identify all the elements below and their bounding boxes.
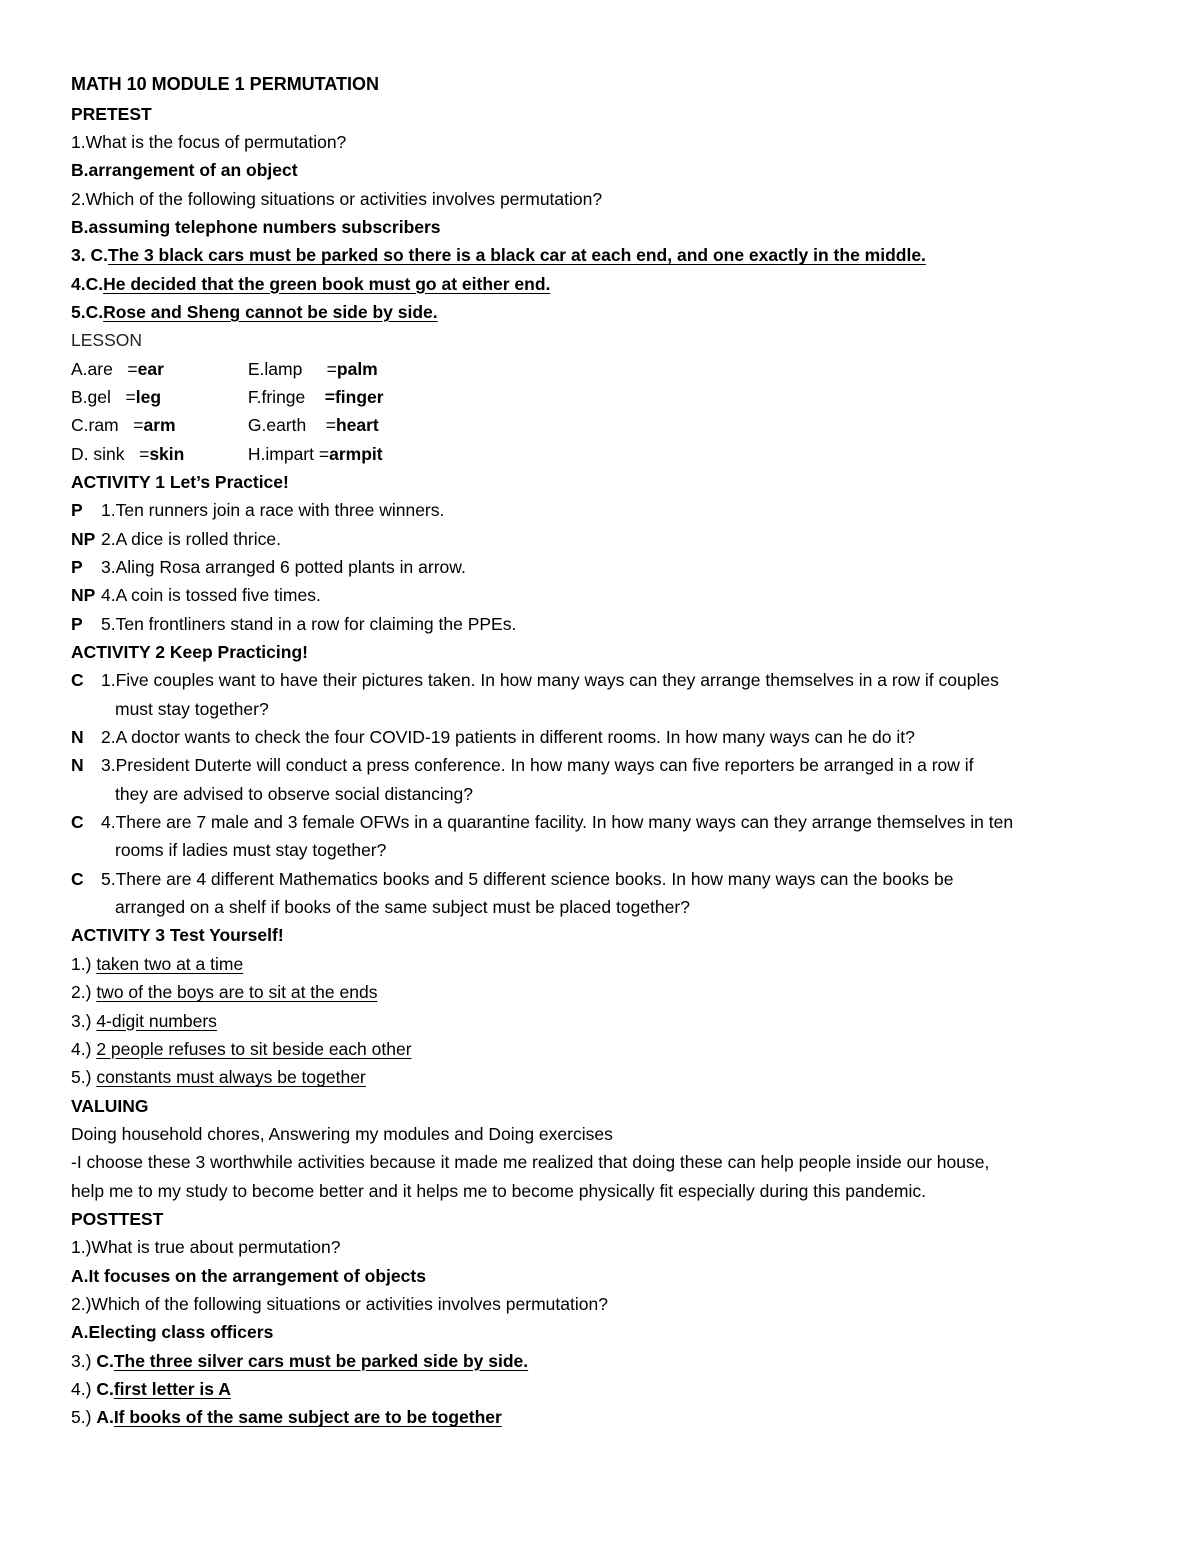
lesson-answer: arm: [143, 415, 176, 436]
activity3-number: 4.): [71, 1038, 92, 1059]
activity1-item: [71, 581, 1141, 609]
lesson-equals: =: [325, 415, 336, 436]
lesson-row: [71, 383, 1141, 411]
activity2-item-continued: must stay together?: [115, 698, 269, 719]
pretest-answer-2: B.assuming telephone numbers subscribers: [71, 216, 441, 237]
lesson-equals: =: [324, 386, 335, 407]
activity2-tag: C: [71, 868, 84, 889]
activity1-item: [71, 610, 1141, 638]
lesson-answer: ear: [137, 358, 164, 379]
posttest-answer-5-text: If books of the same subject are to be together: [113, 1407, 502, 1428]
document-title: MATH 10 MODULE 1 PERMUTATION: [71, 74, 380, 94]
posttest-answer-2: A.Electing class officers: [71, 1322, 274, 1343]
activity3-text: two of the boys are to sit at the ends: [96, 982, 378, 1003]
valuing-line: -I choose these 3 worthwhile activities because it made me realized that doing these can help people inside our house,: [71, 1152, 990, 1173]
activity2-item: [71, 666, 1141, 694]
document-page: [71, 70, 1141, 1432]
pretest-question-2: 2.Which of the following situations or activities involves permutation?: [71, 188, 603, 209]
pretest-answer-3-prefix: 3. C.: [71, 245, 108, 266]
activity2-item: [71, 865, 1141, 893]
pretest-answer-1: B.arrangement of an object: [71, 160, 298, 181]
posttest-answer-3-number: 3.): [71, 1350, 92, 1371]
activity2-item-continued: rooms if ladies must stay together?: [115, 840, 387, 861]
lesson-equals: =: [139, 443, 150, 464]
activity2-text: 5.There are 4 different Mathematics books and 5 different science books. In how many ways can the books be: [101, 868, 954, 889]
posttest-answer-5-number: 5.): [71, 1407, 92, 1428]
pretest-answer-4: [71, 270, 1141, 298]
activity3-number: 3.): [71, 1010, 92, 1031]
activity1-item: [71, 553, 1141, 581]
lesson-row: [71, 355, 1141, 383]
activity3-item: [71, 978, 1141, 1006]
posttest-answer-5-prefix: A.: [96, 1407, 114, 1428]
activity2-tag: C: [71, 670, 84, 691]
lesson-answer: finger: [334, 386, 384, 407]
activity1-item: [71, 496, 1141, 524]
activity1-text: 4.A coin is tossed five times.: [101, 585, 321, 606]
activity1-text: 1.Ten runners join a race with three winners.: [101, 500, 445, 521]
lesson-equals: =: [133, 415, 144, 436]
valuing-line: Doing household chores, Answering my modules and Doing exercises: [71, 1123, 613, 1144]
activity2-text: 3.President Duterte will conduct a press conference. In how many ways can five reporters be arranged in a row if: [101, 755, 974, 776]
activity1-tag: P: [71, 613, 83, 634]
activity1-tag: NP: [71, 528, 96, 549]
activity3-item: [71, 1035, 1141, 1063]
activity3-item: [71, 1063, 1141, 1091]
pretest-question-1: 1.What is the focus of permutation?: [71, 131, 347, 152]
activity2-item-continued: they are advised to observe social distancing?: [115, 783, 473, 804]
lesson-word: E.lamp: [247, 358, 303, 379]
activity3-text: constants must always be together: [96, 1067, 366, 1088]
activity3-text: taken two at a time: [96, 953, 244, 974]
valuing-line: help me to my study to become better and it helps me to become physically fit especially during this pandemic.: [71, 1180, 927, 1201]
lesson-word: F.fringe: [247, 386, 306, 407]
lesson-row: [71, 411, 1141, 439]
posttest-answer-4-prefix: C.: [96, 1378, 114, 1399]
activity3-item: [71, 950, 1141, 978]
pretest-answer-5: [71, 298, 1141, 326]
activity2-item-continued: arranged on a shelf if books of the same subject must be placed together?: [115, 897, 690, 918]
activity1-tag: NP: [71, 585, 96, 606]
activity2-item: [71, 751, 1141, 779]
lesson-equals: =: [127, 358, 138, 379]
lesson-row: [71, 440, 1141, 468]
lesson-answer: leg: [135, 386, 162, 407]
activity3-text: 2 people refuses to sit beside each other: [96, 1038, 412, 1059]
posttest-answer-3-prefix: C.: [96, 1350, 114, 1371]
activity2-tag: N: [71, 755, 84, 776]
activity2-text: 1.Five couples want to have their pictures taken. In how many ways can they arrange themselves in a row if couples: [101, 670, 999, 691]
pretest-answer-3-text: The 3 black cars must be parked so there is a black car at each end, and one exactly in the middle.: [107, 245, 926, 266]
activity2-item: [71, 808, 1141, 836]
lesson-word: D. sink: [71, 443, 125, 464]
lesson-equals: =: [318, 443, 330, 464]
posttest-answer-4-text: first letter is A: [113, 1378, 231, 1399]
activity3-number: 5.): [71, 1067, 92, 1088]
lesson-answer: armpit: [329, 443, 383, 464]
lesson-word: G.earth: [247, 415, 307, 436]
pretest-answer-4-text: He decided that the green book must go at either end.: [103, 273, 551, 294]
posttest-question-2: 2.)Which of the following situations or activities involves permutation?: [71, 1293, 608, 1314]
activity2-heading: ACTIVITY 2 Keep Practicing!: [71, 642, 308, 663]
posttest-heading: POSTTEST: [71, 1208, 164, 1229]
pretest-heading: PRETEST: [71, 103, 152, 124]
posttest-answer-3-text: The three silver cars must be parked side by side.: [113, 1350, 529, 1371]
lesson-word: A.are: [71, 358, 113, 379]
lesson-answer: heart: [335, 415, 379, 436]
activity1-tag: P: [71, 557, 83, 577]
pretest-answer-5-text: Rose and Sheng cannot be side by side.: [103, 301, 438, 322]
activity2-tag: N: [71, 727, 84, 748]
activity1-text: 2.A dice is rolled thrice.: [101, 528, 281, 549]
lesson-equals: =: [326, 358, 337, 379]
pretest-answer-3: [71, 241, 1141, 269]
activity3-text: 4-digit numbers: [96, 1010, 217, 1031]
activity3-number: 2.): [71, 982, 92, 1003]
activity2-text: 4.There are 7 male and 3 female OFWs in a quarantine facility. In how many ways can they arrange themselves in ten: [101, 812, 1014, 833]
valuing-heading: VALUING: [71, 1095, 149, 1116]
posttest-answer-5: [71, 1403, 1141, 1431]
activity1-text: 5.Ten frontliners stand in a row for claiming the PPEs.: [101, 613, 517, 634]
activity1-heading: ACTIVITY 1 Let’s Practice!: [71, 471, 289, 492]
lesson-heading: LESSON: [71, 330, 142, 351]
pretest-answer-5-prefix: 5.C.: [71, 301, 104, 322]
activity3-heading: ACTIVITY 3 Test Yourself!: [71, 925, 284, 946]
posttest-answer-4-number: 4.): [71, 1378, 92, 1399]
activity2-text: 2.A doctor wants to check the four COVID-19 patients in different rooms. In how many ways can he do it?: [101, 727, 915, 748]
activity3-number: 1.): [71, 953, 92, 974]
posttest-answer-3: [71, 1347, 1141, 1375]
activity1-item: [71, 525, 1141, 553]
posttest-answer-1: A.It focuses on the arrangement of objects: [71, 1265, 426, 1286]
lesson-equals: =: [125, 386, 136, 407]
activity1-tag: P: [71, 500, 83, 521]
activity3-item: [71, 1007, 1141, 1035]
posttest-question-1: 1.)What is true about permutation?: [71, 1237, 341, 1258]
pretest-answer-4-prefix: 4.C.: [71, 273, 104, 294]
lesson-answer: skin: [149, 443, 185, 464]
posttest-answer-4: [71, 1375, 1141, 1403]
activity1-text: 3.Aling Rosa arranged 6 potted plants in arrow.: [101, 557, 466, 577]
lesson-answer: palm: [336, 358, 378, 379]
lesson-word: H.impart: [247, 443, 314, 464]
lesson-word: B.gel: [71, 386, 111, 407]
lesson-word: C.ram: [71, 415, 119, 436]
activity2-tag: C: [71, 812, 84, 833]
activity2-item: [71, 723, 1141, 751]
